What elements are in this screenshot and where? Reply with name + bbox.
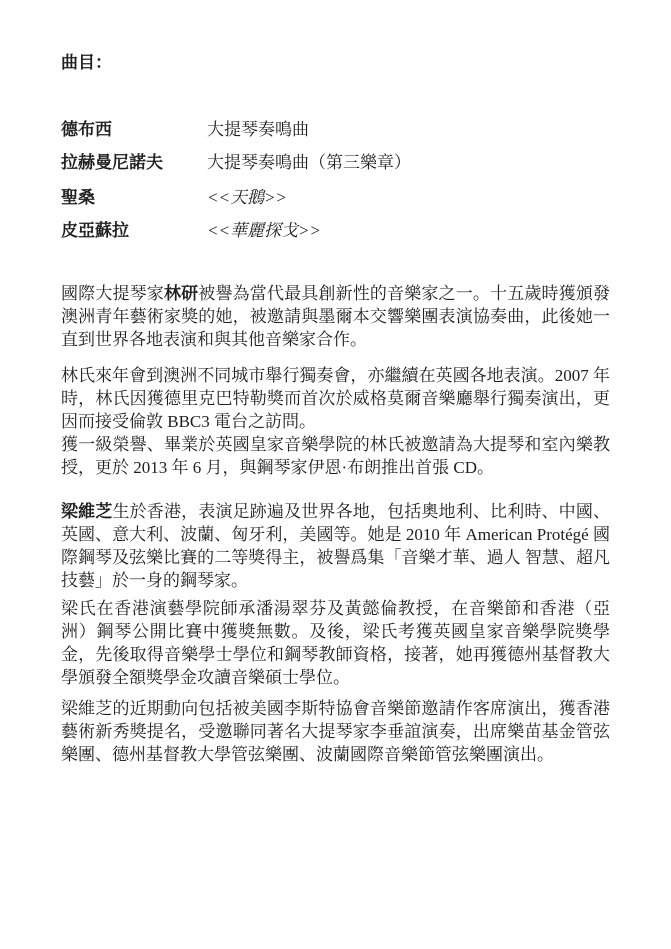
composer-name: 德布西: [61, 120, 112, 139]
composer-name: 皮亞蘇拉: [61, 221, 129, 240]
composer-name: 拉赫曼尼諾夫: [61, 153, 163, 172]
bio-pianist-paragraph-1: [61, 500, 610, 592]
program-row-rachmaninoff: [61, 151, 411, 174]
cellist-name: 林研: [163, 284, 199, 303]
program-row-debussy: [61, 118, 309, 141]
bio-cellist-paragraph-1: [61, 282, 610, 351]
bio-text: 獲一級榮譽、畢業於英國皇家音樂學院的林氏被邀請為大提琴和室內樂教授，更於 2013 年 6 月，與鋼琴家伊恩·布朗推出首張 CD。: [61, 435, 610, 477]
bio-text: 生於香港，表演足跡遍及世界各地，包括奧地利、比利時、中國、英國、意大利、波蘭、匈牙利，美國等。她是 2010 年 American Protégé 國際鋼琴及弦樂比賽的二等獎得主，被譽爲集「音樂才華、過人 智慧、超凡技藝」於一身的鋼琴家。: [61, 502, 610, 590]
program-heading: 曲目：: [61, 53, 112, 72]
bio-text: 國際大提琴家: [61, 284, 164, 303]
program-row-piazzolla: [61, 219, 321, 242]
bio-text: 林氏來年會到澳洲不同城市舉行獨奏會，亦繼續在英國各地表演。2007 年時，林氏因獲德里克巴特勒獎而首次於威格莫爾音樂廳舉行獨奏演出，更因而接受倫敦 BBC3 電台之訪問。: [61, 366, 610, 431]
pianist-name: 梁維芝: [61, 502, 113, 521]
composer-name: 聖桑: [61, 188, 95, 207]
bio-pianist-paragraph-2: 梁氏在香港演藝學院師承潘湯翠芬及黃懿倫教授，在音樂節和香港（亞洲）鋼琴公開比賽中獲獎無數。及後，梁氏考獲英國皇家音樂學院獎學金，先後取得音樂學士學位和鋼琴教師資格，接著，她再獲德州基督教大學頒發全額獎學金攻讀音樂碩士學位。: [61, 599, 610, 687]
program-row-saint-saens: [61, 186, 287, 209]
bio-pianist-paragraph-3: 梁維芝的近期動向包括被美國李斯特協會音樂節邀請作客席演出，獲香港藝術新秀獎提名，受邀聯同著名大提琴家李垂誼演奏，出席樂苗基金管弦樂團、德州基督教大學管弦樂團、波蘭國際音樂節管弦樂團演出。: [61, 699, 610, 764]
work-title: 大提琴奏鳴曲（第三樂章）: [207, 153, 411, 172]
bio-text: 被譽為當代最具創新性的音樂家之一。十五歲時獲頒發澳洲青年藝術家獎的她，被邀請與墨爾本交響樂團表演協奏曲，此後她一直到世界各地表演和與其他音樂家合作。: [61, 284, 611, 349]
work-title: <<天鵝>>: [207, 188, 287, 207]
work-title: 大提琴奏鳴曲: [207, 120, 309, 139]
bio-cellist-paragraph-2: [61, 364, 610, 479]
work-title: <<華麗探戈>>: [207, 221, 321, 240]
